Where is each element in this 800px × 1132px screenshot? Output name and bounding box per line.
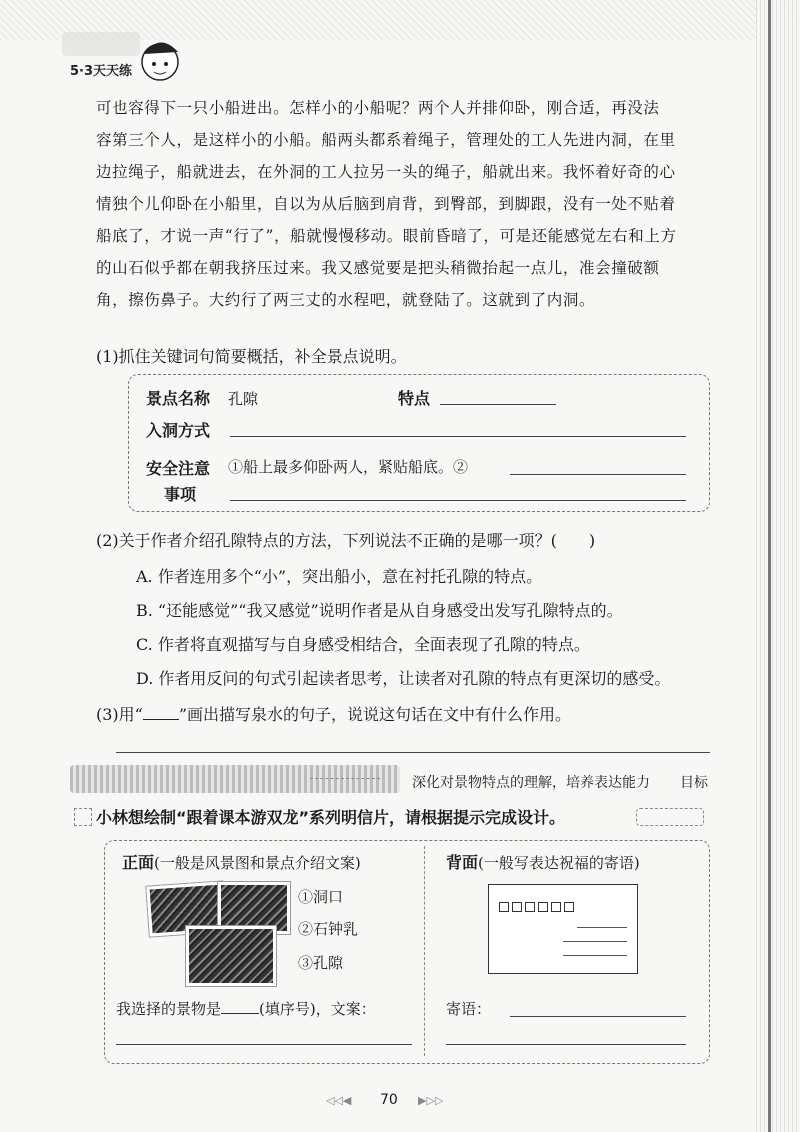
back-hint: (一般写表达祝福的寄语) — [478, 854, 640, 872]
postal-code-boxes — [499, 897, 577, 916]
entry-label: 入洞方式 — [146, 421, 211, 440]
passage-line: 边拉绳子，船就进去，在外洞的工人拉另一头的绳子，船就出来。我怀着好奇的心 — [96, 163, 676, 181]
passage-line: 船底了，才说一声“行了”，船就慢慢移动。眼前昏暗了，可是还能感觉左右和上方 — [96, 227, 677, 245]
passage — [96, 92, 716, 316]
option-b[interactable]: B. “还能感觉”“我又感觉”说明作者是从自身感受出发写孔隙特点的。 — [136, 601, 623, 620]
crevice-photo — [186, 926, 276, 986]
safety-answer-line-1[interactable] — [510, 474, 686, 475]
question-2-prompt: (2)关于作者介绍孔隙特点的方法，下列说法不正确的是哪一项？( ) — [96, 531, 596, 550]
difficulty-badge — [636, 808, 704, 826]
footer-left-decoration: ◁◁◀ — [326, 1094, 352, 1107]
section-header-bar — [70, 765, 400, 793]
passage-line: 角，擦伤鼻子。大约行了两三丈的水程吧，就登陆了。这就到了内洞。 — [96, 291, 596, 309]
entry-answer-line[interactable] — [230, 436, 686, 437]
scene-option-3[interactable]: ③孔隙 — [298, 954, 344, 972]
option-d[interactable]: D. 作者用反问的句式引起读者思考，让读者对孔隙的特点有更深切的感受。 — [136, 669, 671, 688]
postcard-divider — [424, 846, 425, 1056]
message-line-2[interactable] — [446, 1044, 686, 1045]
front-hint: (一般是风景图和景点介绍文案) — [154, 854, 361, 872]
passage-line: 容第三个人，是这样小的小船。船两头都系着绳子，管理处的工人先进内洞，在里 — [96, 131, 676, 149]
back-heading — [446, 850, 640, 873]
passage-line: 情独个儿仰卧在小船里，自以为从后脑到肩背，到臀部，到脚跟，没有一处不贴着 — [96, 195, 676, 213]
option-a[interactable]: A. 作者连用多个“小”，突出船小，意在衬托孔隙的特点。 — [136, 567, 543, 586]
option-c[interactable]: C. 作者将直观描写与自身感受相结合，全面表现了孔隙的特点。 — [136, 635, 590, 654]
page-edge-texture — [756, 0, 800, 1132]
message-label: 寄语： — [446, 1000, 492, 1018]
feature-answer-line[interactable] — [440, 404, 556, 405]
choose-prefix: 我选择的景物是 — [116, 1000, 222, 1018]
safety-answer-line-2[interactable] — [230, 500, 686, 501]
scene-option-1[interactable]: ①洞口 — [298, 888, 344, 906]
postcard-back-sketch — [488, 884, 638, 974]
book-spine-line — [768, 0, 771, 1132]
scene-option-2[interactable]: ②石钟乳 — [298, 920, 359, 938]
question-3-prompt-end: ”画出描写泉水的句子，说说这句话在文中有什么作用。 — [178, 705, 572, 724]
passage-line: 的山石似乎都在朝我挤压过来。我又感觉要是把头稍微抬起一点儿，准会撞破额 — [96, 259, 660, 277]
page-number: 70 — [380, 1092, 398, 1108]
question-1-prompt: (1)抓住关键词句简要概括，补全景点说明。 — [96, 347, 407, 366]
mascot-logo-icon — [60, 24, 180, 90]
choose-suffix: (填序号)，文案： — [259, 1000, 376, 1018]
task-prompt: 小林想绘制“跟着课本游双龙”系列明信片，请根据提示完成设计。 — [96, 808, 566, 827]
safety-value: ①船上最多仰卧两人，紧贴船底。② — [228, 458, 469, 476]
scene-number-blank[interactable] — [221, 1013, 259, 1014]
spot-name-label: 景点名称 — [146, 389, 211, 408]
safety-label-2: 事项 — [164, 485, 197, 504]
front-label: 正面 — [122, 853, 155, 872]
question-3-answer-line[interactable] — [116, 752, 710, 753]
front-heading — [122, 850, 361, 873]
section-goal-suffix: 目标 — [680, 775, 708, 791]
underline-marker — [143, 719, 179, 720]
feature-label: 特点 — [398, 389, 431, 408]
section-divider — [310, 778, 380, 779]
task-marker-icon — [74, 808, 92, 826]
section-goal: 深化对景物特点的理解，培养表达能力 — [412, 775, 650, 791]
question-3-prompt — [96, 702, 571, 725]
passage-line: 可也容得下一只小船进出。怎样小的小船呢？两个人并排仰卧，刚合适，再没法 — [96, 99, 660, 117]
back-label: 背面 — [446, 853, 479, 872]
question-3-prompt-start: (3)用“ — [96, 705, 143, 724]
safety-label: 安全注意 — [146, 459, 211, 478]
footer-right-decoration: ▶▷▷ — [418, 1094, 444, 1107]
copywriting-line[interactable] — [116, 1044, 412, 1045]
message-line-1[interactable] — [510, 1016, 686, 1017]
spot-name-value: 孔隙 — [228, 390, 259, 408]
choose-scene-prompt — [116, 998, 376, 1019]
logo-text: 5·3天天练 — [70, 64, 133, 79]
